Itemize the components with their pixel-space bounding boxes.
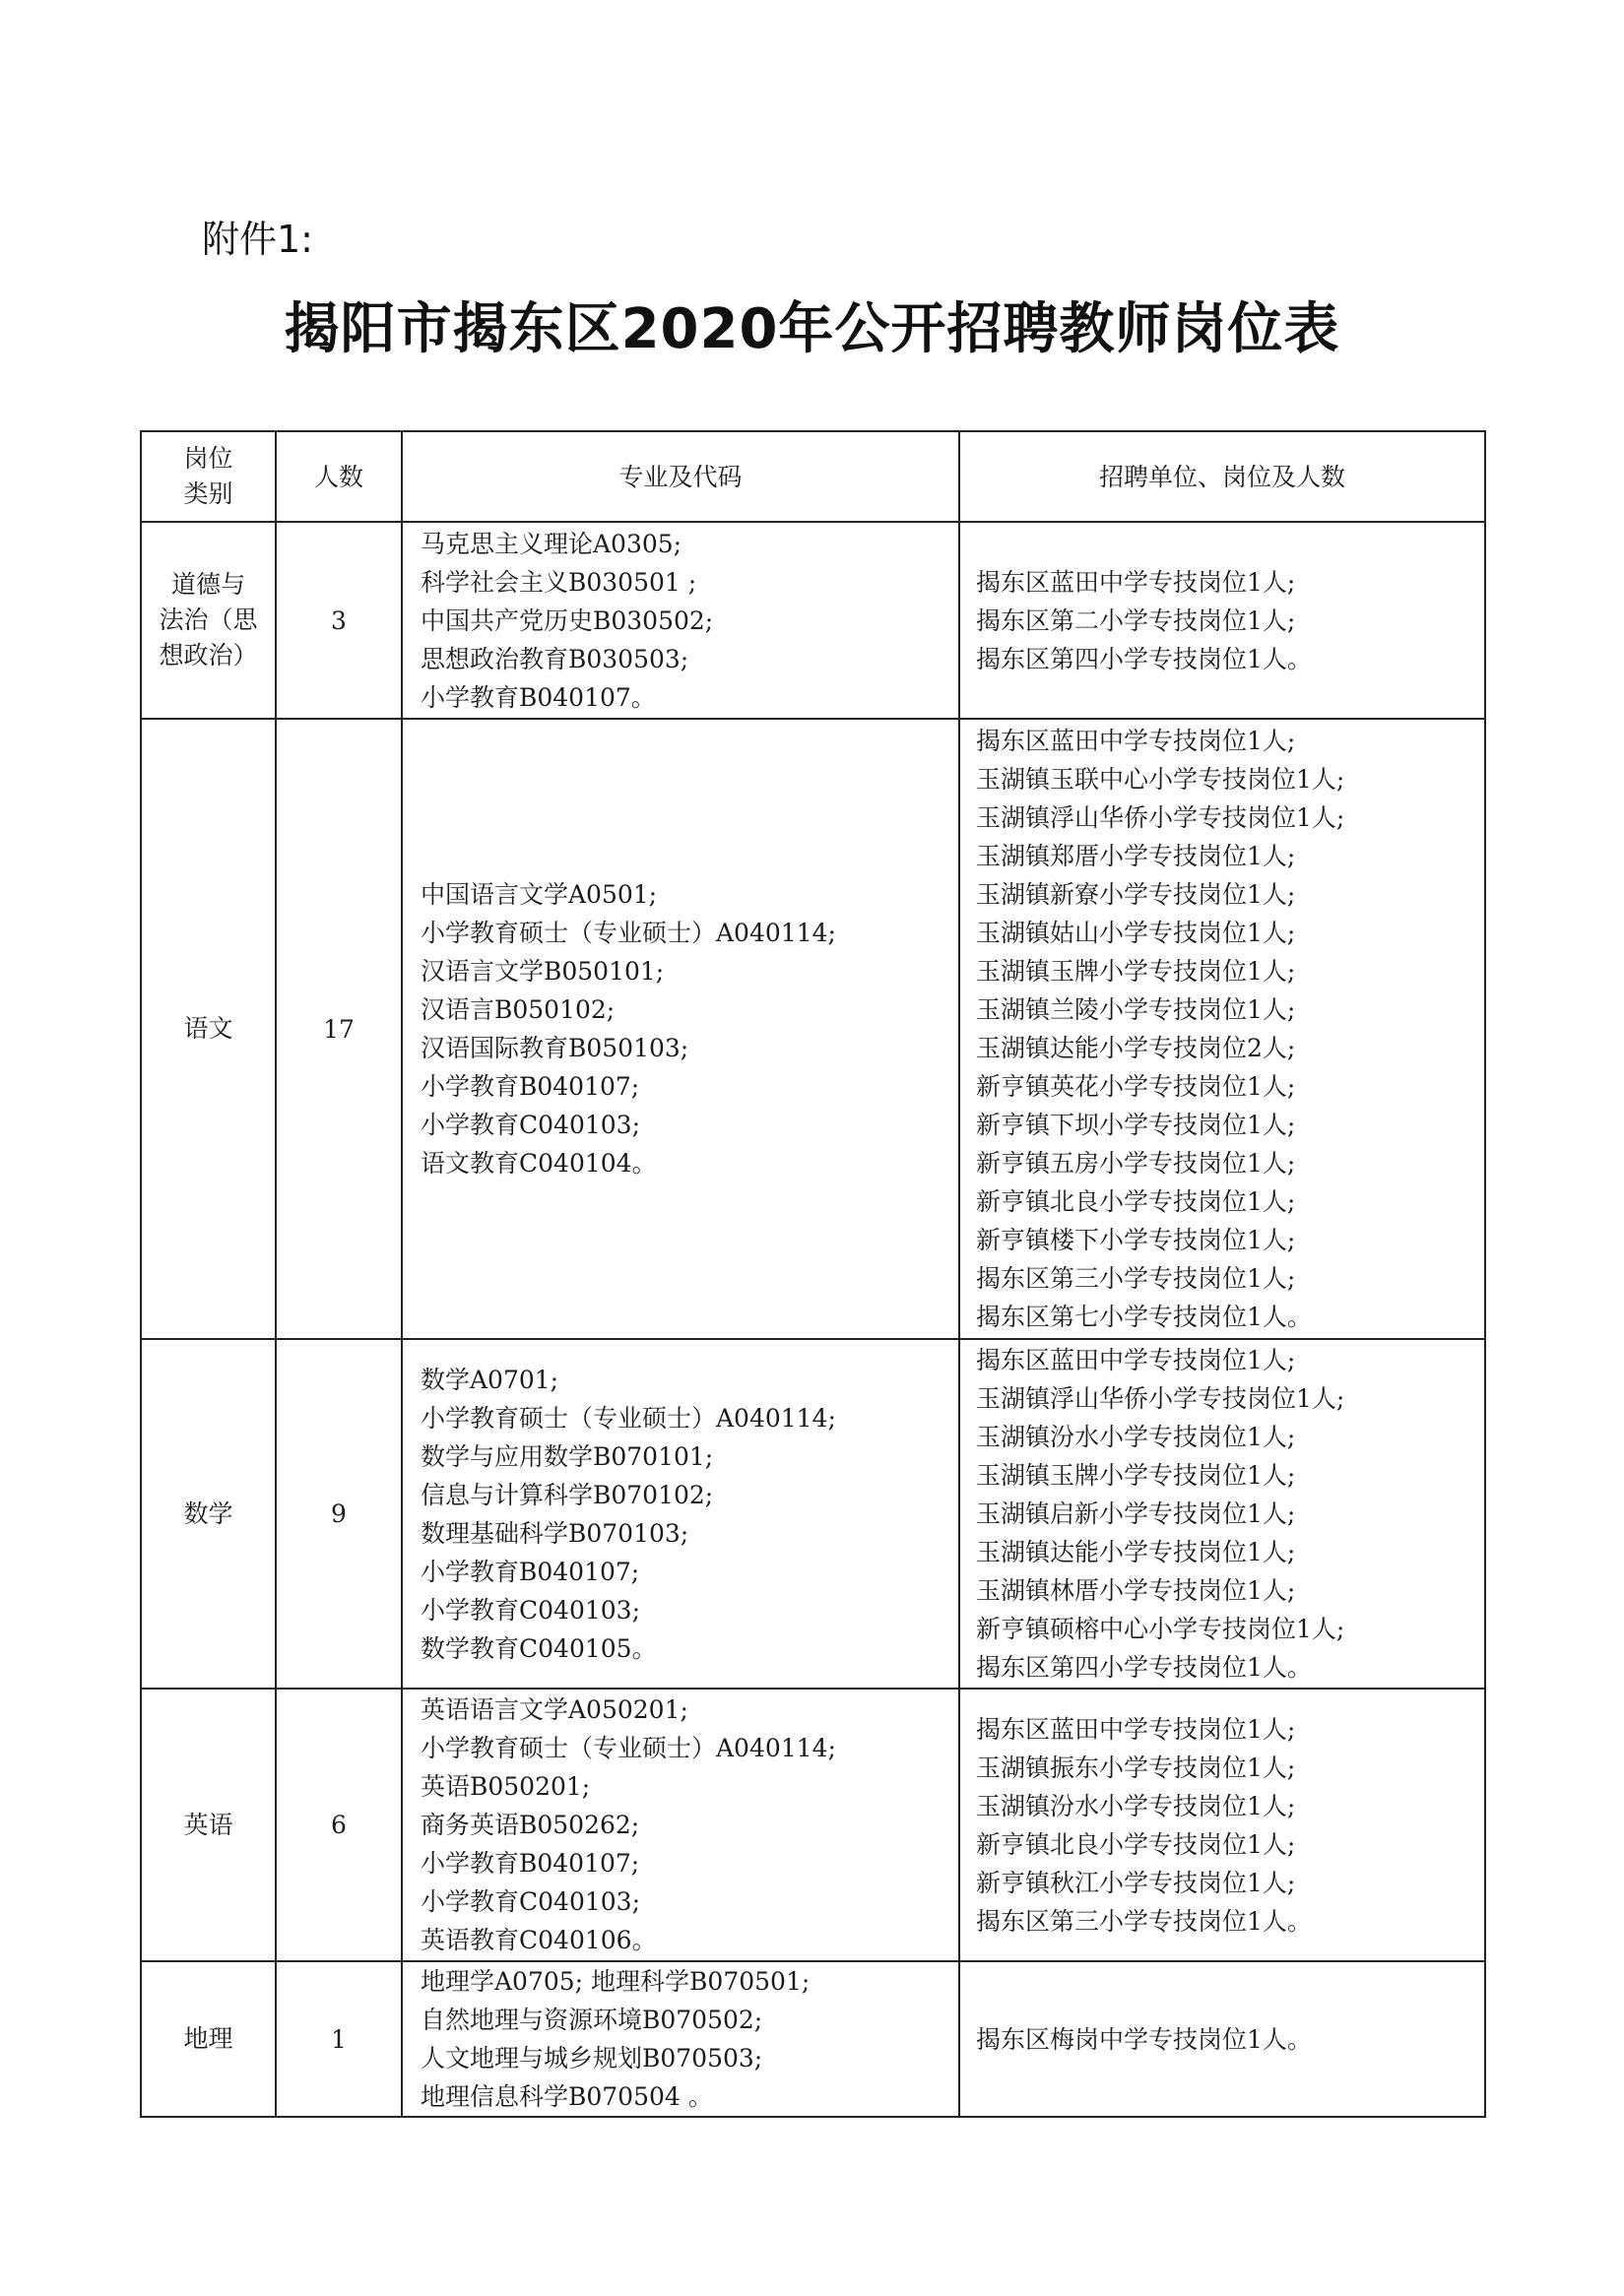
unit-item: 玉湖镇玉联中心小学专技岗位1人;	[976, 765, 1345, 794]
major-item: 英语语言文学A050201;	[421, 1695, 688, 1724]
table-body	[141, 522, 1485, 2117]
major-item: 数学教育C040105。	[421, 1633, 657, 1663]
header-units: 招聘单位、岗位及人数	[959, 431, 1485, 522]
major-item: 小学教育B040107;	[421, 1072, 640, 1101]
unit-item: 揭东区第四小学专技岗位1人。	[976, 644, 1312, 673]
units-cell	[959, 522, 1485, 719]
major-item: 小学教育B040107;	[421, 1557, 640, 1586]
header-category-line: 类别	[183, 479, 233, 508]
table-row	[141, 719, 1485, 1339]
unit-item: 玉湖镇郑厝小学专技岗位1人;	[976, 842, 1296, 870]
unit-item: 玉湖镇林厝小学专技岗位1人;	[976, 1576, 1296, 1605]
unit-item: 新亨镇硕榕中心小学专技岗位1人;	[976, 1615, 1345, 1643]
page-title: 揭阳市揭东区2020年公开招聘教师岗位表	[284, 297, 1340, 361]
major-item: 信息与计算科学B070102;	[421, 1480, 714, 1509]
major-item: 小学教育C040103;	[421, 1887, 640, 1916]
count-cell: 6	[276, 1689, 402, 1961]
attachment-label: 附件1:	[202, 218, 313, 261]
major-item: 中国语言文学A0501;	[421, 880, 658, 909]
header-count: 人数	[276, 431, 402, 522]
unit-item: 新亨镇北良小学专技岗位1人;	[976, 1829, 1296, 1859]
unit-item: 玉湖镇振东小学专技岗位1人;	[976, 1753, 1296, 1782]
majors-cell	[402, 522, 959, 719]
unit-item: 玉湖镇汾水小学专技岗位1人;	[976, 1423, 1296, 1451]
major-item: 马克思主义理论A0305;	[421, 529, 682, 558]
count-cell: 17	[276, 719, 402, 1339]
unit-item: 揭东区第二小学专技岗位1人;	[976, 606, 1296, 635]
unit-item: 揭东区第四小学专技岗位1人。	[976, 1653, 1312, 1682]
units-cell	[959, 1961, 1485, 2117]
units-cell	[959, 719, 1485, 1339]
category-label: 数学	[183, 1499, 233, 1528]
major-item: 思想政治教育B030503;	[421, 644, 689, 673]
units-cell	[959, 1339, 1485, 1689]
unit-item: 新亨镇五房小学专技岗位1人;	[976, 1149, 1296, 1178]
major-item: 中国共产党历史B030502;	[421, 606, 714, 635]
majors-cell	[402, 719, 959, 1339]
unit-item: 揭东区蓝田中学专技岗位1人;	[976, 1346, 1296, 1374]
major-item: 小学教育硕士（专业硕士）A040114;	[421, 1403, 836, 1433]
major-item: 小学教育B040107。	[421, 682, 656, 712]
unit-item: 玉湖镇浮山华侨小学专技岗位1人;	[976, 803, 1345, 832]
table-row	[141, 1961, 1485, 2117]
major-item: 小学教育硕士（专业硕士）A040114;	[421, 919, 836, 947]
major-item: 人文地理与城乡规划B070503;	[421, 2044, 763, 2073]
category-label: 语文	[183, 1014, 233, 1043]
header-majors: 专业及代码	[402, 431, 959, 522]
major-item: 英语B050201;	[421, 1772, 591, 1801]
count-cell: 3	[276, 522, 402, 719]
category-label: 英语	[183, 1810, 233, 1839]
header-category-line: 岗位	[183, 444, 233, 473]
category-cell	[141, 1961, 276, 2117]
table-row	[141, 1339, 1485, 1689]
unit-item: 玉湖镇汾水小学专技岗位1人;	[976, 1791, 1296, 1820]
major-item: 汉语言文学B050101;	[421, 957, 665, 986]
header-category	[141, 431, 276, 522]
units-cell	[959, 1689, 1485, 1961]
unit-item: 新亨镇楼下小学专技岗位1人;	[976, 1226, 1296, 1254]
category-label: 法治（思	[159, 606, 258, 634]
unit-item: 揭东区第三小学专技岗位1人;	[976, 1264, 1296, 1293]
unit-item: 玉湖镇达能小学专技岗位2人;	[976, 1034, 1296, 1062]
major-item: 地理学A0705; 地理科学B070501;	[421, 1967, 811, 1996]
major-item: 商务英语B050262;	[421, 1811, 640, 1839]
major-item: 科学社会主义B030501 ;	[421, 567, 697, 597]
unit-item: 揭东区蓝田中学专技岗位1人;	[976, 727, 1296, 755]
category-cell	[141, 719, 276, 1339]
major-item: 数学与应用数学B070101;	[421, 1441, 714, 1471]
major-item: 自然地理与资源环境B070502;	[421, 2006, 763, 2034]
table-row	[141, 522, 1485, 719]
category-cell	[141, 1689, 276, 1961]
category-cell	[141, 1339, 276, 1689]
unit-item: 玉湖镇达能小学专技岗位1人;	[976, 1538, 1296, 1566]
unit-item: 新亨镇秋江小学专技岗位1人;	[976, 1868, 1296, 1897]
table-header-row	[141, 431, 1485, 522]
unit-item: 玉湖镇兰陵小学专技岗位1人;	[976, 995, 1296, 1024]
major-item: 数学A0701;	[421, 1365, 559, 1394]
major-item: 汉语言B050102;	[421, 995, 616, 1024]
category-label: 想政治）	[159, 641, 258, 670]
major-item: 地理信息科学B070504 。	[421, 2082, 713, 2111]
unit-item: 玉湖镇姑山小学专技岗位1人;	[976, 919, 1296, 947]
majors-cell	[402, 1961, 959, 2117]
unit-item: 揭东区蓝田中学专技岗位1人;	[976, 1714, 1296, 1744]
category-label: 道德与	[170, 570, 245, 599]
unit-item: 玉湖镇浮山华侨小学专技岗位1人;	[976, 1384, 1345, 1413]
positions-table	[140, 430, 1486, 2118]
major-item: 小学教育硕士（专业硕士）A040114;	[421, 1734, 836, 1762]
unit-item: 揭东区蓝田中学专技岗位1人;	[976, 567, 1296, 597]
unit-item: 新亨镇北良小学专技岗位1人;	[976, 1187, 1296, 1216]
major-item: 数理基础科学B070103;	[421, 1518, 689, 1548]
unit-item: 新亨镇下坝小学专技岗位1人;	[976, 1111, 1296, 1139]
table-row	[141, 1689, 1485, 1961]
major-item: 小学教育B040107;	[421, 1849, 640, 1878]
majors-cell	[402, 1689, 959, 1961]
unit-item: 新亨镇英花小学专技岗位1人;	[976, 1072, 1296, 1101]
unit-item: 玉湖镇新寮小学专技岗位1人;	[976, 880, 1296, 909]
unit-item: 揭东区梅岗中学专技岗位1人。	[976, 2024, 1312, 2054]
count-cell: 9	[276, 1339, 402, 1689]
major-item: 小学教育C040103;	[421, 1111, 640, 1139]
unit-item: 揭东区第七小学专技岗位1人。	[976, 1303, 1312, 1331]
unit-item: 玉湖镇启新小学专技岗位1人;	[976, 1499, 1296, 1528]
unit-item: 揭东区第三小学专技岗位1人。	[976, 1906, 1312, 1936]
unit-item: 玉湖镇玉牌小学专技岗位1人;	[976, 1461, 1296, 1490]
major-item: 汉语国际教育B050103;	[421, 1034, 689, 1062]
major-item: 语文教育C040104。	[421, 1149, 657, 1178]
major-item: 英语教育C040106。	[421, 1926, 657, 1954]
major-item: 小学教育C040103;	[421, 1595, 640, 1625]
category-cell	[141, 522, 276, 719]
unit-item: 玉湖镇玉牌小学专技岗位1人;	[976, 957, 1296, 986]
category-label: 地理	[183, 2024, 233, 2053]
majors-cell	[402, 1339, 959, 1689]
count-cell: 1	[276, 1961, 402, 2117]
